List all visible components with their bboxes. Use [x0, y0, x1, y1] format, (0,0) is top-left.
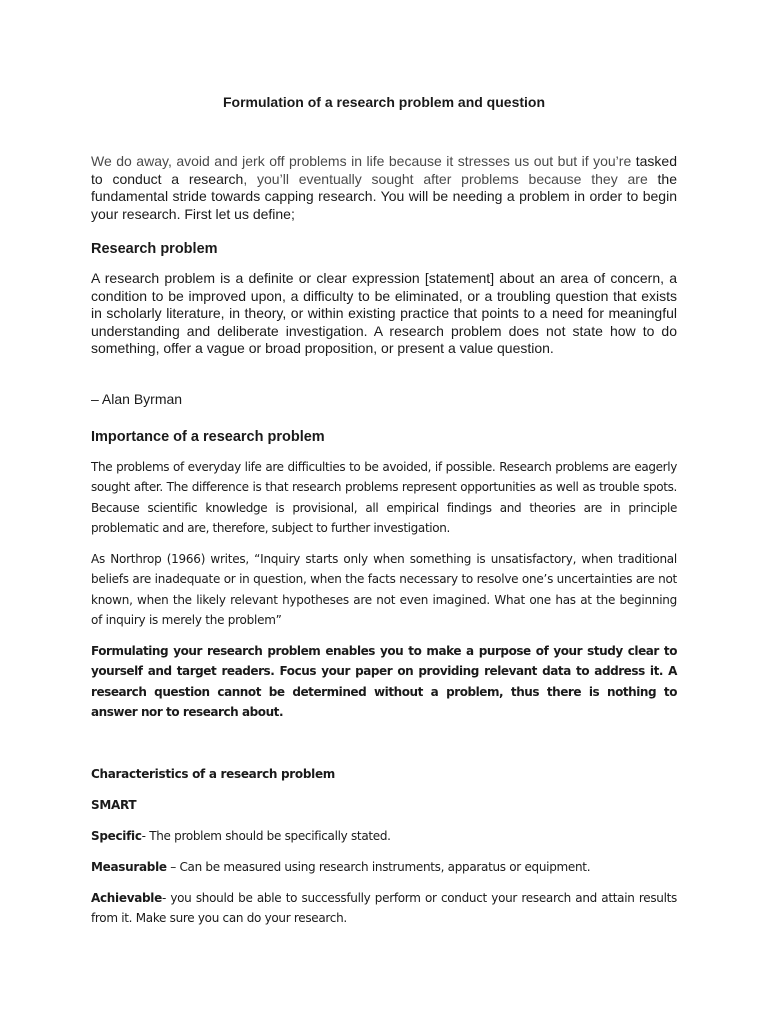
- research-problem-heading: Research problem: [91, 241, 218, 257]
- characteristic-achievable: [91, 888, 677, 929]
- intro-text-part2: tasked to conduct a research: [91, 153, 677, 187]
- intro-paragraph: [91, 153, 677, 223]
- smart-acronym: SMART: [91, 798, 137, 812]
- characteristic-measurable: [91, 857, 677, 877]
- characteristic-specific: [91, 826, 677, 846]
- characteristic-term: Achievable: [91, 891, 162, 905]
- importance-paragraph-3: Formulating your research problem enables you to make a purpose of your study clear to yourself and target readers. Focus your paper on providing relevant data to address it. A research question cannot be determined without a problem, thus there is nothing to answer nor to research about.: [91, 644, 677, 720]
- characteristic-term: Measurable: [91, 860, 167, 874]
- research-problem-definition: A research problem is a definite or clear expression [statement] about an area of concern, a condition to be improved upon, a difficulty to be eliminated, or a troubling question that exists in scholarly literature, in theory, or within existing practice that points to a need for meaningful understanding and deliberate investigation. A research problem does not state how to do something, offer a vague or broad proposition, or present a value question.: [91, 270, 677, 357]
- intro-text-part4: the fundamental stride towards capping research. You will be needing a problem in order to begin your research. First let us define;: [91, 170, 678, 222]
- characteristic-text: - you should be able to successfully perform or conduct your research and attain results from it. Make sure you can do your research.: [91, 891, 677, 926]
- intro-text-part1: We do away, avoid and jerk off problems in life because it stresses us out but if you’re: [91, 153, 632, 169]
- intro-text-part3: , you’ll eventually sought after problems because they are: [243, 170, 648, 187]
- characteristics-heading: Characteristics of a research problem: [91, 767, 336, 781]
- characteristic-text: – Can be measured using research instruments, apparatus or equipment.: [166, 860, 591, 874]
- importance-heading: Importance of a research problem: [91, 429, 325, 445]
- characteristic-term: Specific: [91, 829, 142, 843]
- importance-paragraph-1: The problems of everyday life are difficulties to be avoided, if possible. Research problems are eagerly sought after. The difference is that research problems represent opportunities as well as trouble spots. Because scientific knowledge is provisional, all empirical findings and theories are in principle problematic and are, therefore, subject to further investigation.: [91, 460, 677, 536]
- importance-paragraph-2: As Northrop (1966) writes, “Inquiry starts only when something is unsatisfactory, when traditional beliefs are inadequate or in question, when the facts necessary to resolve one’s uncertainties are not known, when the likely relevant hypotheses are not even imagined. What one has at the beginning of inquiry is merely the problem”: [91, 552, 677, 628]
- document-title: Formulation of a research problem and question: [222, 94, 546, 110]
- definition-attribution: – Alan Byrman: [91, 391, 183, 407]
- characteristic-text: - The problem should be specifically stated.: [141, 829, 391, 843]
